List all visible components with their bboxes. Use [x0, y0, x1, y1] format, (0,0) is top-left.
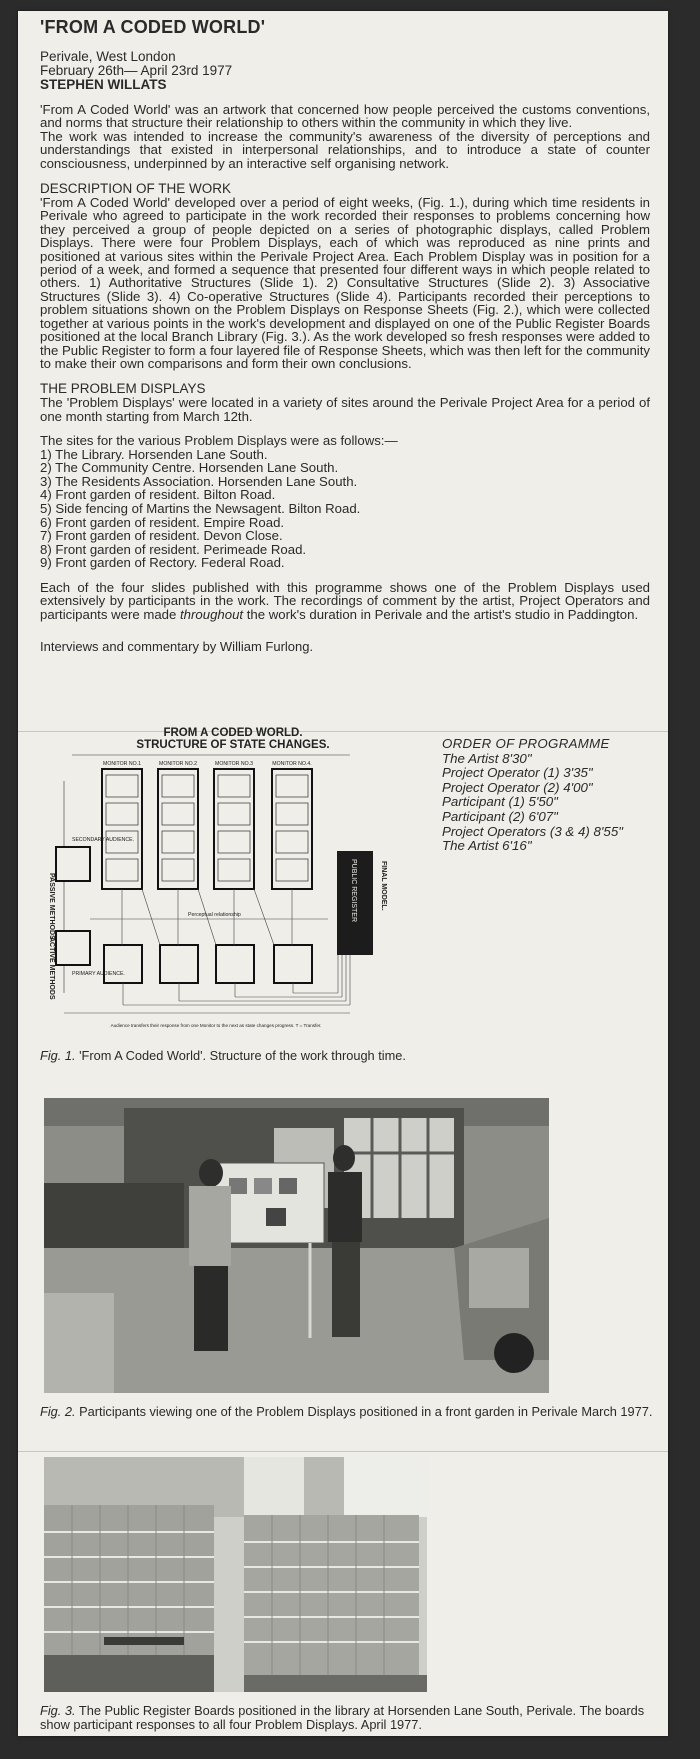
sites-list [40, 448, 650, 570]
section-heading: DESCRIPTION OF THE WORK [40, 181, 232, 197]
sites-intro: The sites for the various Problem Displays were as follows:— [40, 433, 398, 449]
order-title: ORDER OF PROGRAMME [442, 736, 610, 751]
programme-item: Participant (1) 5'50" [442, 794, 558, 810]
site-item: 4) Front garden of resident. Bilton Road. [40, 487, 276, 503]
monitor-label: MONITOR NO.3 [215, 761, 253, 767]
page-fold [18, 1451, 668, 1452]
event-meta [40, 50, 650, 92]
intro-paragraph: The work was intended to increase the community's awareness of the diversity of perceptions and understandings that existed in interpersonal relationships, and to introduce a state of counter consciousness, underpinned by an interactive self organising network. [40, 128, 650, 171]
text-column [40, 17, 650, 654]
programme-item: Project Operator (1) 3'35" [442, 765, 593, 781]
figure-text: Participants viewing one of the Problem Displays positioned in a front garden in Perivale March 1977. [75, 1404, 653, 1419]
site-item: 8) Front garden of resident. Perimeade Road. [40, 541, 307, 557]
programme-item: The Artist 6'16" [442, 838, 532, 854]
diagram-title: FROM A CODED WORLD. [163, 727, 303, 739]
diagram-subtitle: STRUCTURE OF STATE CHANGES. [136, 739, 330, 751]
passive-methods-label: PASSIVE METHODS [48, 873, 55, 940]
artist-name: STEPHEN WILLATS [40, 77, 167, 92]
figure-text: The Public Register Boards positioned in the library at Horsenden Lane South, Perivale. The boards show participant responses to all four Problem Displays. April 1977. [40, 1703, 645, 1732]
photo-front-garden [44, 1098, 549, 1393]
page-title: 'FROM A CODED WORLD' [40, 17, 266, 37]
figure-label: Fig. 3. [40, 1703, 76, 1718]
front-garden-image [44, 1098, 549, 1393]
figure-2-caption [40, 1405, 655, 1419]
diagram-footnote: Audience transfers their response from one Monitor to the next as state changes progress. T = Transfer. [110, 1023, 322, 1028]
slides-text: Each of the four slides published with this programme shows one of the Problem Displays used extensively by participants in the work. The recordings of comment by the artist, Project Operators and participants were made [40, 579, 650, 622]
monitor-label: MONITOR NO.1 [103, 761, 141, 767]
slides-paragraph [40, 581, 650, 621]
public-register-label: PUBLIC REGISTER [350, 859, 357, 923]
site-item: 7) Front garden of resident. Devon Close. [40, 528, 283, 544]
slides-text: the work's duration in Perivale and the artist's studio in Paddington. [243, 606, 639, 622]
figure-3-caption [40, 1704, 655, 1732]
photo-library-boards [44, 1457, 427, 1692]
structure-diagram [38, 723, 428, 1047]
description-paragraph: 'From A Coded World' developed over a period of eight weeks, (Fig. 1.), during which time residents in Perivale who agreed to participate in the work recorded their responses to problems concerning how they perceived a group of people depicted on a series of photographic displays, called Problem Displays. There were four Problem Displays, each of which was reproduced as nine prints and positioned at various sites within the Perivale Project Area. Each Problem Display was in position for a period of a week, and formed a sequence that presented four different ways in which people related to others. 1) Authoritative Structures (Slide 1). 2) Consultative Structures (Slide 2). 3) Associative Structures (Slide 3). 4) Co-operative Structures (Slide 4). Participants recorded their perceptions to problem situations shown on the Problem Displays on Response Sheets (Fig. 2.), which were collected together at various points in the work's development and displayed on one of the Public Register Boards positioned at the local Branch Library (Fig. 3.). As the work developed so fresh responses were added to the Public Register to form a four layered file of Response Sheets, which was then left for the community to make their own comparisons and form their own conclusions. [40, 195, 650, 371]
slides-emphasis: throughout [180, 606, 244, 622]
site-item: 6) Front garden of resident. Empire Road. [40, 514, 285, 530]
library-boards-image [44, 1457, 427, 1692]
figure-1-caption [40, 1049, 655, 1063]
active-methods-label: ACTIVE METHODS [48, 937, 55, 1000]
monitor-label: MONITOR NO.4. [272, 761, 312, 767]
primary-audience-label: PRIMARY AUDIENCE. [72, 971, 125, 977]
programme-item: The Artist 8'30" [442, 750, 532, 766]
order-of-programme [442, 737, 662, 854]
site-item: 2) The Community Centre. Horsenden Lane South. [40, 460, 339, 476]
figure-label: Fig. 1. [40, 1048, 76, 1063]
site-item: 5) Side fencing of Martins the Newsagent. Bilton Road. [40, 500, 361, 516]
site-item: 3) The Residents Association. Horsenden Lane South. [40, 473, 358, 489]
programme-item: Project Operator (2) 4'00" [442, 779, 593, 795]
intro-paragraph: 'From A Coded World' was an artwork that concerned how people perceived the customs conventions, and norms that structure their relationship to others within the community in which they live. [40, 102, 650, 131]
programme-item: Participant (2) 6'07" [442, 808, 558, 824]
secondary-audience-label: SECONDARY AUDIENCE. [72, 837, 135, 843]
diagram-svg [38, 723, 428, 1047]
section-heading: THE PROBLEM DISPLAYS [40, 381, 206, 397]
credit-line: Interviews and commentary by William Furlong. [40, 639, 314, 655]
site-item: 9) Front garden of Rectory. Federal Road. [40, 555, 285, 571]
figure-label: Fig. 2. [40, 1404, 76, 1419]
displays-paragraph: The 'Problem Displays' were located in a variety of sites around the Perivale Project Area for a period of one month starting from March 12th. [40, 395, 650, 424]
event-location: Perivale, West London [40, 49, 176, 64]
programme-item: Project Operators (3 & 4) 8'55" [442, 823, 623, 839]
monitor-label: MONITOR NO.2 [159, 761, 197, 767]
site-item: 1) The Library. Horsenden Lane South. [40, 446, 268, 462]
event-dates: February 26th— April 23rd 1977 [40, 63, 233, 78]
final-model-label: FINAL MODEL. [380, 861, 387, 911]
perceptual-relationship-label: Perceptual relationship [188, 912, 241, 918]
programme-page [18, 11, 668, 1736]
figure-text: 'From A Coded World'. Structure of the work through time. [75, 1048, 406, 1063]
